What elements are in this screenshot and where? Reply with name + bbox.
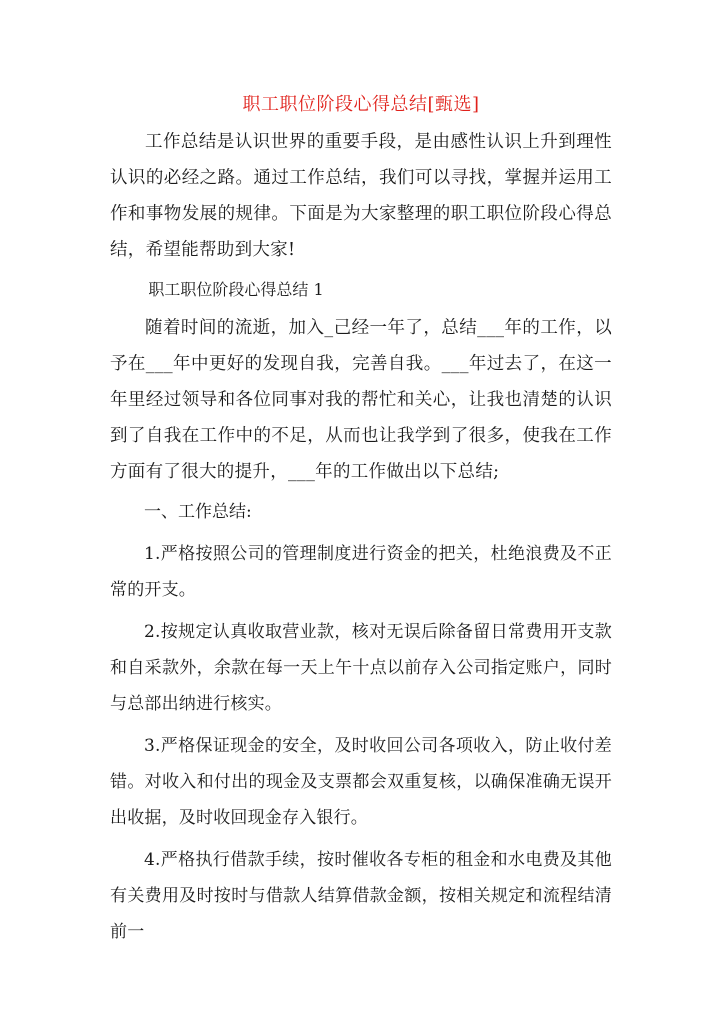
subheading: 职工职位阶段心得总结 1 — [148, 280, 324, 299]
list-item: 2.按规定认真收取营业款，核对无误后除备留日常费用开支款和自采款外，余款在每一天上午十点以前存入公司指定账户，同时与总部出纳进行核实。 — [110, 622, 612, 714]
body-paragraph: 随着时间的流逝，加入_己经一年了，总结___年的工作，以予在___年中更好的发现自我，完善自我。___年过去了，在这一年里经过领导和各位同事对我的帮忙和关心，让我也清楚的认识到了自我在工作中的不足，从而也让我学到了很多，使我在工作方面有了很大的提升，___年的工作做出以下总结; — [110, 318, 612, 482]
document-page — [110, 92, 612, 956]
section-heading: 一、工作总结: — [144, 502, 252, 522]
list-item: 3.严格保证现金的安全，及时收回公司各项收入，防止收付差错。对收入和付出的现金及支票都会双重复核，以确保准确无误开出收据，及时收回现金存入银行。 — [110, 736, 612, 828]
list-item: 1.严格按照公司的管理制度进行资金的把关，杜绝浪费及不正常的开支。 — [110, 544, 612, 600]
list-item: 4.严格执行借款手续，按时催收各专柜的租金和水电费及其他有关费用及时按时与借款人结算借款金额，按相关规定和流程结清前一 — [110, 850, 612, 942]
document-title: 职工职位阶段心得总结[甄选] — [242, 94, 480, 115]
intro-paragraph: 工作总结是认识世界的重要手段，是由感性认识上升到理性认识的必经之路。通过工作总结，我们可以寻找，掌握并运用工作和事物发展的规律。下面是为大家整理的职工职位阶段心得总结，希望能帮助到大家! — [110, 132, 612, 260]
